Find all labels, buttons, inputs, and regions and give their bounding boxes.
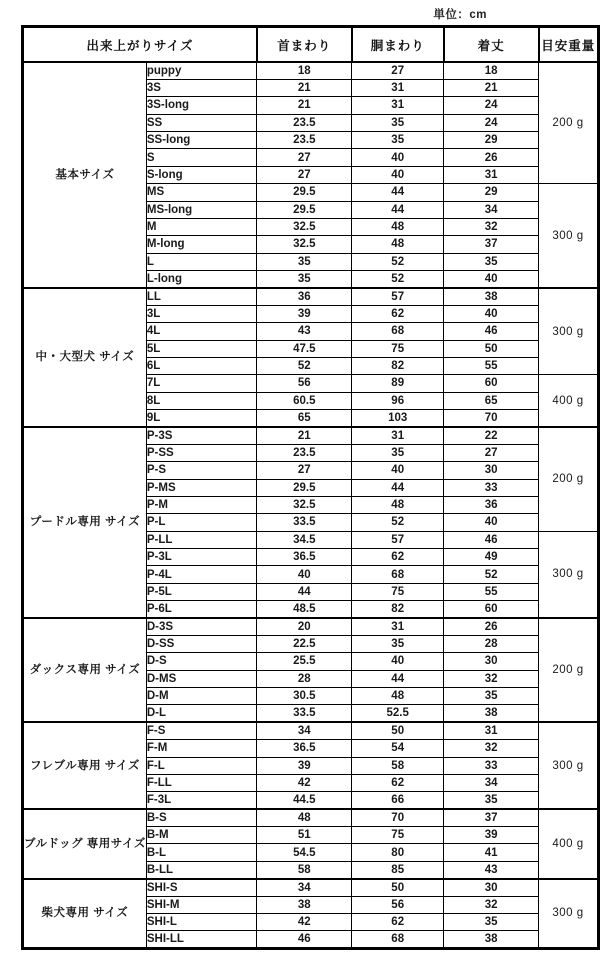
neck-value-cell: 39 [257,757,352,774]
neck-value-cell: 23.5 [257,114,352,131]
size-name-cell: P-LL [146,531,257,548]
chest-value-cell: 62 [352,305,444,322]
neck-value-cell: 33.5 [257,514,352,531]
weight-guide-cell: 200 g [539,618,599,722]
size-name-cell: B-L [146,844,257,861]
chest-value-cell: 82 [352,357,444,374]
length-value-cell: 35 [444,253,539,270]
chest-value-cell: 35 [352,635,444,652]
length-value-cell: 49 [444,549,539,566]
chest-value-cell: 70 [352,809,444,826]
table-row [23,618,599,635]
chest-value-cell: 48 [352,236,444,253]
length-value-cell: 40 [444,514,539,531]
weight-guide-cell: 300 g [539,288,599,375]
chest-value-cell: 103 [352,410,444,427]
neck-value-cell: 44 [257,583,352,600]
size-name-cell: SHI-S [146,879,257,896]
size-name-cell: LL [146,288,257,305]
neck-value-cell: 46 [257,931,352,948]
neck-value-cell: 21 [257,79,352,96]
chest-value-cell: 31 [352,427,444,444]
length-value-cell: 40 [444,271,539,288]
length-value-cell: 46 [444,531,539,548]
length-value-cell: 32 [444,218,539,235]
size-name-cell: P-3S [146,427,257,444]
length-value-cell: 38 [444,931,539,948]
length-value-cell: 31 [444,166,539,183]
size-name-cell: 9L [146,410,257,427]
length-value-cell: 30 [444,462,539,479]
neck-value-cell: 65 [257,410,352,427]
length-value-cell: 43 [444,861,539,878]
chest-value-cell: 68 [352,566,444,583]
size-name-cell: B-S [146,809,257,826]
neck-value-cell: 56 [257,375,352,392]
chest-value-cell: 75 [352,583,444,600]
length-value-cell: 21 [444,79,539,96]
chest-value-cell: 54 [352,740,444,757]
size-name-cell: M [146,218,257,235]
neck-value-cell: 21 [257,97,352,114]
neck-value-cell: 47.5 [257,340,352,357]
chest-value-cell: 58 [352,757,444,774]
length-value-cell: 18 [444,62,539,79]
weight-guide-cell: 300 g [539,531,599,618]
table-row [23,809,599,826]
header-weight: 目安重量 [539,27,599,63]
group-label-cell: ブルドッグ 専用サイズ [23,809,147,879]
chest-value-cell: 80 [352,844,444,861]
chest-value-cell: 35 [352,132,444,149]
size-name-cell: B-LL [146,861,257,878]
group-label-cell: フレブル専用 サイズ [23,722,147,809]
size-name-cell: D-M [146,688,257,705]
neck-value-cell: 36 [257,288,352,305]
neck-value-cell: 29.5 [257,201,352,218]
chest-value-cell: 52 [352,271,444,288]
neck-value-cell: 29.5 [257,184,352,201]
chest-value-cell: 56 [352,896,444,913]
neck-value-cell: 32.5 [257,218,352,235]
neck-value-cell: 60.5 [257,392,352,409]
chest-value-cell: 31 [352,79,444,96]
size-name-cell: puppy [146,62,257,79]
chest-value-cell: 62 [352,913,444,930]
chest-value-cell: 75 [352,827,444,844]
neck-value-cell: 34.5 [257,531,352,548]
size-name-cell: P-5L [146,583,257,600]
length-value-cell: 26 [444,149,539,166]
size-name-cell: D-L [146,705,257,722]
length-value-cell: 24 [444,114,539,131]
chest-value-cell: 31 [352,618,444,635]
size-name-cell: P-L [146,514,257,531]
neck-value-cell: 51 [257,827,352,844]
neck-value-cell: 29.5 [257,479,352,496]
length-value-cell: 37 [444,236,539,253]
chest-value-cell: 35 [352,444,444,461]
neck-value-cell: 22.5 [257,635,352,652]
size-name-cell: L [146,253,257,270]
neck-value-cell: 27 [257,166,352,183]
length-value-cell: 65 [444,392,539,409]
length-value-cell: 60 [444,601,539,618]
length-value-cell: 29 [444,132,539,149]
neck-value-cell: 18 [257,62,352,79]
length-value-cell: 35 [444,913,539,930]
neck-value-cell: 42 [257,913,352,930]
size-name-cell: 6L [146,357,257,374]
length-value-cell: 32 [444,670,539,687]
size-name-cell: SHI-L [146,913,257,930]
neck-value-cell: 48 [257,809,352,826]
length-value-cell: 26 [444,618,539,635]
length-value-cell: 55 [444,357,539,374]
neck-value-cell: 30.5 [257,688,352,705]
neck-value-cell: 25.5 [257,653,352,670]
chest-value-cell: 31 [352,97,444,114]
length-value-cell: 30 [444,653,539,670]
neck-value-cell: 27 [257,149,352,166]
neck-value-cell: 38 [257,896,352,913]
size-name-cell: P-S [146,462,257,479]
header-chest: 胴まわり [352,27,444,63]
length-value-cell: 33 [444,479,539,496]
size-name-cell: F-3L [146,792,257,809]
chest-value-cell: 44 [352,184,444,201]
group-label-cell: 柴犬専用 サイズ [23,879,147,949]
size-name-cell: P-MS [146,479,257,496]
length-value-cell: 50 [444,340,539,357]
chest-value-cell: 68 [352,931,444,948]
length-value-cell: 33 [444,757,539,774]
chest-value-cell: 57 [352,531,444,548]
chest-value-cell: 48 [352,496,444,513]
neck-value-cell: 34 [257,879,352,896]
neck-value-cell: 54.5 [257,844,352,861]
neck-value-cell: 48.5 [257,601,352,618]
chest-value-cell: 57 [352,288,444,305]
size-name-cell: 7L [146,375,257,392]
size-name-cell: 4L [146,323,257,340]
length-value-cell: 40 [444,305,539,322]
chest-value-cell: 27 [352,62,444,79]
size-name-cell: 3S [146,79,257,96]
neck-value-cell: 34 [257,722,352,739]
chest-value-cell: 82 [352,601,444,618]
neck-value-cell: 42 [257,774,352,791]
length-value-cell: 28 [444,635,539,652]
size-name-cell: SS [146,114,257,131]
size-name-cell: MS [146,184,257,201]
weight-guide-cell: 400 g [539,809,599,879]
chest-value-cell: 96 [352,392,444,409]
size-name-cell: P-3L [146,549,257,566]
length-value-cell: 46 [444,323,539,340]
neck-value-cell: 21 [257,427,352,444]
neck-value-cell: 35 [257,253,352,270]
length-value-cell: 34 [444,774,539,791]
chest-value-cell: 52 [352,514,444,531]
chest-value-cell: 52.5 [352,705,444,722]
neck-value-cell: 20 [257,618,352,635]
size-name-cell: 8L [146,392,257,409]
length-value-cell: 32 [444,740,539,757]
weight-guide-cell: 400 g [539,375,599,427]
weight-guide-cell: 300 g [539,879,599,949]
table-row [23,722,599,739]
chest-value-cell: 35 [352,114,444,131]
neck-value-cell: 23.5 [257,444,352,461]
chest-value-cell: 66 [352,792,444,809]
length-value-cell: 52 [444,566,539,583]
neck-value-cell: 32.5 [257,496,352,513]
length-value-cell: 39 [444,827,539,844]
chest-value-cell: 52 [352,253,444,270]
chest-value-cell: 48 [352,218,444,235]
size-name-cell: F-S [146,722,257,739]
length-value-cell: 30 [444,879,539,896]
size-chart-table [21,25,600,950]
size-name-cell: D-S [146,653,257,670]
weight-guide-cell: 300 g [539,722,599,809]
size-name-cell: SHI-M [146,896,257,913]
header-length: 着丈 [444,27,539,63]
chest-value-cell: 40 [352,462,444,479]
size-name-cell: L-long [146,271,257,288]
chest-value-cell: 62 [352,774,444,791]
neck-value-cell: 44.5 [257,792,352,809]
chest-value-cell: 48 [352,688,444,705]
neck-value-cell: 33.5 [257,705,352,722]
length-value-cell: 37 [444,809,539,826]
weight-guide-cell: 300 g [539,184,599,288]
chest-value-cell: 50 [352,722,444,739]
chest-value-cell: 75 [352,340,444,357]
length-value-cell: 35 [444,792,539,809]
group-label-cell: プードル専用 サイズ [23,427,147,618]
chest-value-cell: 89 [352,375,444,392]
weight-guide-cell: 200 g [539,62,599,184]
length-value-cell: 31 [444,722,539,739]
size-name-cell: MS-long [146,201,257,218]
size-name-cell: D-3S [146,618,257,635]
chest-value-cell: 44 [352,201,444,218]
header-neck: 首まわり [257,27,352,63]
length-value-cell: 29 [444,184,539,201]
size-name-cell: P-6L [146,601,257,618]
neck-value-cell: 36.5 [257,549,352,566]
size-name-cell: 5L [146,340,257,357]
length-value-cell: 35 [444,688,539,705]
chest-value-cell: 85 [352,861,444,878]
size-name-cell: S [146,149,257,166]
neck-value-cell: 43 [257,323,352,340]
length-value-cell: 22 [444,427,539,444]
size-name-cell: D-SS [146,635,257,652]
length-value-cell: 34 [444,201,539,218]
length-value-cell: 55 [444,583,539,600]
table-row [23,62,599,79]
size-name-cell: D-MS [146,670,257,687]
table-row [23,879,599,896]
neck-value-cell: 36.5 [257,740,352,757]
chest-value-cell: 40 [352,653,444,670]
neck-value-cell: 27 [257,462,352,479]
length-value-cell: 60 [444,375,539,392]
size-name-cell: F-LL [146,774,257,791]
size-name-cell: P-4L [146,566,257,583]
header-row [23,27,599,63]
header-finished-size: 出来上がりサイズ [23,27,257,63]
group-label-cell: 中・大型犬 サイズ [23,288,147,427]
length-value-cell: 41 [444,844,539,861]
neck-value-cell: 32.5 [257,236,352,253]
table-row [23,288,599,305]
neck-value-cell: 58 [257,861,352,878]
chest-value-cell: 44 [352,670,444,687]
group-label-cell: 基本サイズ [23,62,147,288]
length-value-cell: 36 [444,496,539,513]
size-name-cell: M-long [146,236,257,253]
chest-value-cell: 50 [352,879,444,896]
length-value-cell: 70 [444,410,539,427]
chest-value-cell: 40 [352,166,444,183]
size-name-cell: S-long [146,166,257,183]
chest-value-cell: 40 [352,149,444,166]
chest-value-cell: 44 [352,479,444,496]
length-value-cell: 38 [444,705,539,722]
size-name-cell: 3L [146,305,257,322]
size-name-cell: P-M [146,496,257,513]
group-label-cell: ダックス専用 サイズ [23,618,147,722]
unit-note: 単位：cm [433,9,487,21]
neck-value-cell: 28 [257,670,352,687]
size-name-cell: SS-long [146,132,257,149]
size-name-cell: SHI-LL [146,931,257,948]
neck-value-cell: 52 [257,357,352,374]
size-name-cell: P-SS [146,444,257,461]
size-name-cell: 3S-long [146,97,257,114]
weight-guide-cell: 200 g [539,427,599,531]
length-value-cell: 27 [444,444,539,461]
neck-value-cell: 39 [257,305,352,322]
chest-value-cell: 62 [352,549,444,566]
neck-value-cell: 35 [257,271,352,288]
size-name-cell: B-M [146,827,257,844]
length-value-cell: 32 [444,896,539,913]
table-row [23,427,599,444]
chest-value-cell: 68 [352,323,444,340]
neck-value-cell: 23.5 [257,132,352,149]
size-name-cell: F-L [146,757,257,774]
length-value-cell: 24 [444,97,539,114]
size-name-cell: F-M [146,740,257,757]
length-value-cell: 38 [444,288,539,305]
neck-value-cell: 40 [257,566,352,583]
